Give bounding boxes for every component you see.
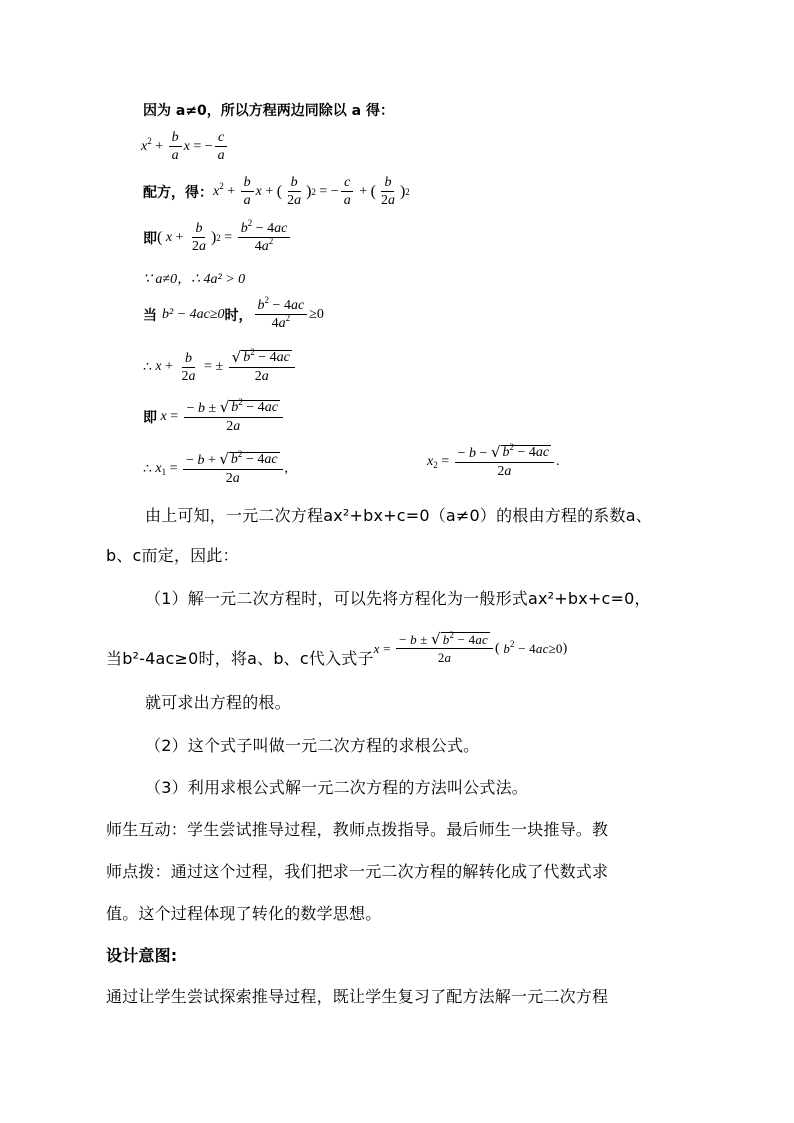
interaction-line-3: 值。这个过程体现了转化的数学思想。 <box>106 904 382 923</box>
derivation-step-1: 因为 a≠0，所以方程两边同除以 a 得： <box>143 103 394 119</box>
conclusion-line-1: 由上可知，一元二次方程ax²+bx+c=0（a≠0）的根由方程的系数a、 <box>145 506 652 525</box>
conclusion-item-3: （3）利用求根公式解一元二次方程的方法叫公式法。 <box>145 778 528 797</box>
derivation-step-9-x1: ∴ $x_1$ = − b + √ $b^2 - 4ac$ 2a , <box>143 449 289 486</box>
interaction-line-1: 师生互动：学生尝试推导过程，教师点拨指导。最后师生一块推导。教 <box>106 820 609 839</box>
conclusion-item-2: （2）这个式子叫做一元二次方程的求根公式。 <box>145 736 480 755</box>
design-intent-line-1: 通过让学生尝试探索推导过程，既让学生复习了配方法解一元二次方程 <box>106 987 609 1006</box>
derivation-step-4: 即 ( x + $\frac{b}{2a}$ ) 2 = $\frac{b^2 - 4ac}{4a^2}$ <box>143 221 292 254</box>
conclusion-item-1-line-1: （1）解一元二次方程时，可以先将方程化为一般形式ax²+bx+c=0， <box>145 589 651 608</box>
conclusion-item-1-line-3: 就可求出方程的根。 <box>145 693 291 712</box>
design-intent-heading: 设计意图: <box>106 946 178 965</box>
conclusion-item-1-line-2: 当b²-4ac≥0时，将a、b、c代入式子 x = − b ± √ $b^2 - 4ac$ 2a ( $b^2 - 4ac\ge 0$ ) <box>106 630 568 668</box>
derivation-step-3: 配方，得： $x^2$ + $\frac{b}{a}$ x + ( $\frac{b}{2a}$ ) 2 = − $\frac{c}{a}$ + ( $\frac{b}{2a}$ ) 2 <box>143 175 410 208</box>
derivation-step-8: 即 x = − b ± √ $b^2 - 4ac$ 2a <box>143 400 285 434</box>
derivation-step-9-x2: $x_2$ = − b − √ $b^2 - 4ac$ 2a . <box>427 442 560 479</box>
derivation-step-6: 当 b² − 4ac≥0 时， $\frac{b^2 - 4ac}{4a^2}$ ≥0 <box>143 295 324 331</box>
interaction-line-2: 师点拨：通过这个过程，我们把求一元二次方程的解转化成了代数式求 <box>106 862 609 881</box>
derivation-step-7: ∴ x + $\frac{b}{2a}$ = ± √ $b^2 - 4ac$ 2a <box>143 350 297 384</box>
conclusion-line-2: b、c而定，因此： <box>106 546 239 565</box>
derivation-step-5: ∵ a≠0，∴ 4a² > 0 <box>143 272 246 287</box>
derivation-step-2: $x^2$ + $\frac{b}{a}$ x = − $\frac{c}{a}$ <box>141 130 230 163</box>
